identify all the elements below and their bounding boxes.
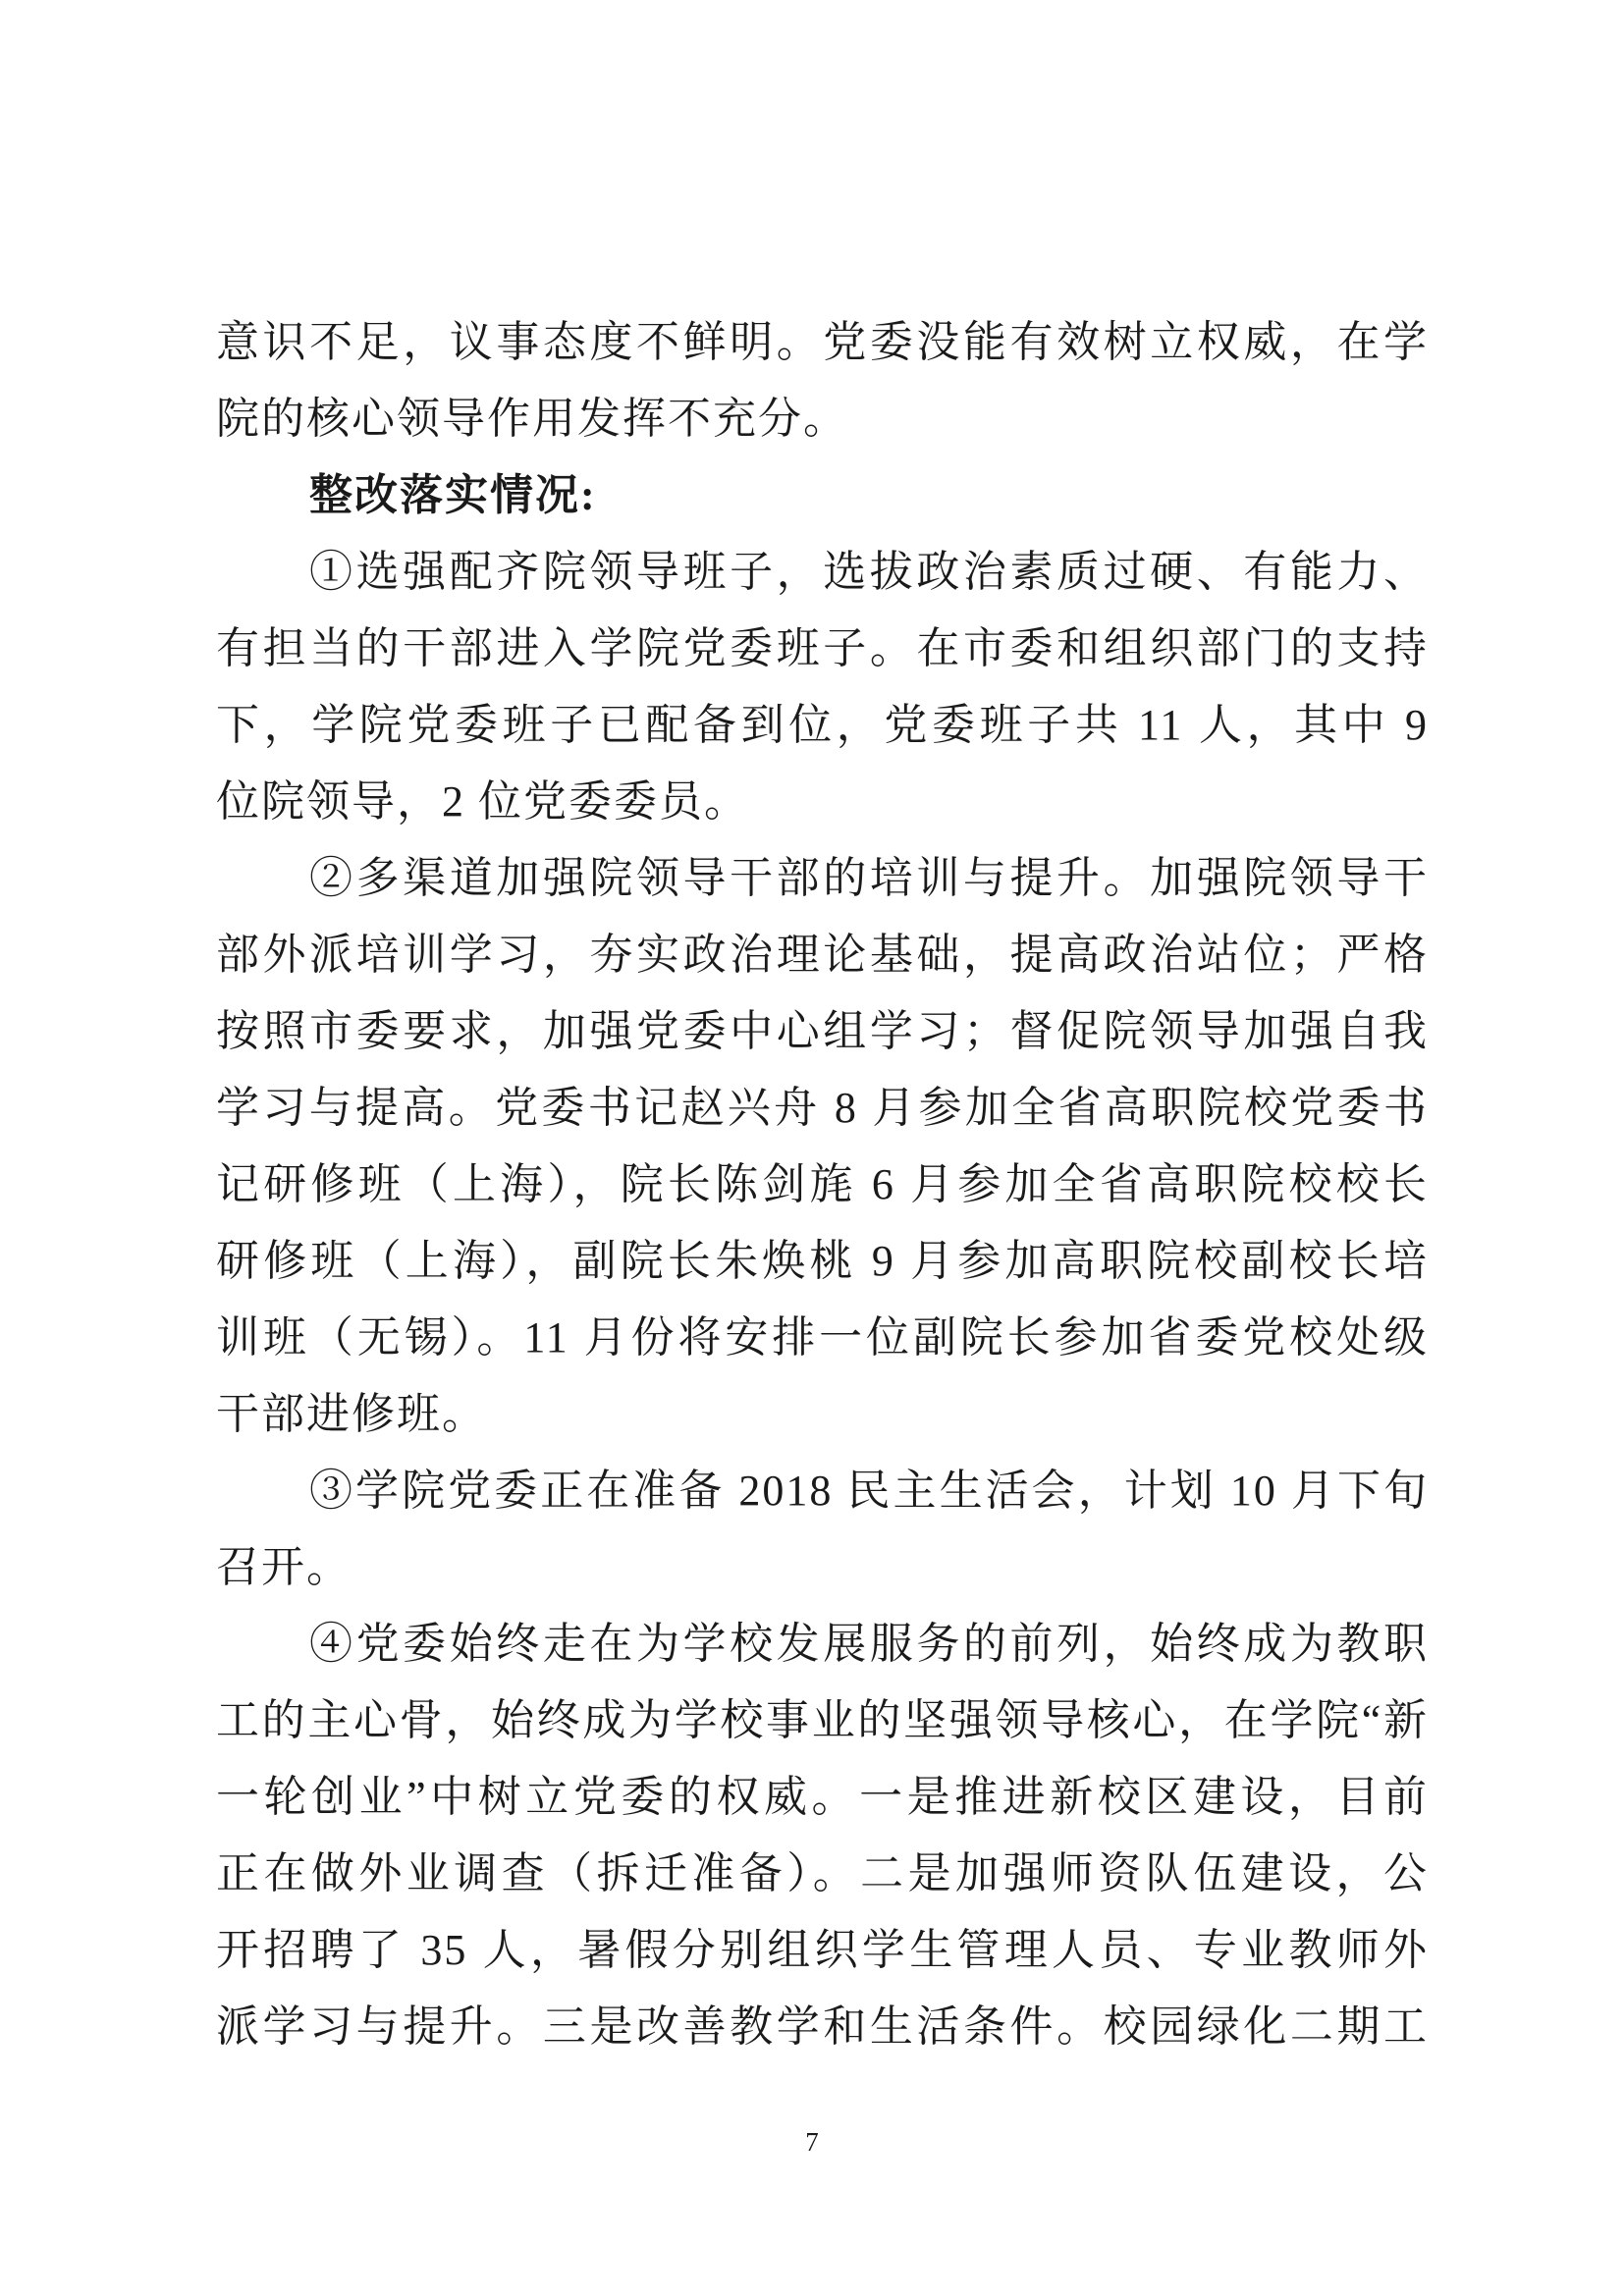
text-line: ④党委始终走在为学校发展服务的前列，始终成为教职: [309, 1620, 1429, 1668]
text-line: ③学院党委正在准备 2018 民主生活会，计划 10 月下旬: [309, 1467, 1429, 1515]
text-line: 部外派培训学习，夯实政治理论基础，提高政治站位；严格: [216, 931, 1429, 979]
text-line: 召开。: [216, 1543, 352, 1591]
text-line: 开招聘了 35 人，暑假分别组织学生管理人员、专业教师外: [216, 1926, 1429, 1974]
text-line: 按照市委要求，加强党委中心组学习；督促院领导加强自我: [216, 1007, 1429, 1055]
text-line: 一轮创业”中树立党委的权威。一是推进新校区建设，目前: [216, 1773, 1429, 1821]
text-line: ①选强配齐院领导班子，选拔政治素质过硬、有能力、: [309, 548, 1429, 596]
page-number: 7: [805, 2127, 819, 2157]
text-line: 意识不足，议事态度不鲜明。党委没能有效树立权威，在学: [216, 318, 1429, 366]
text-line: 院的核心领导作用发挥不充分。: [216, 395, 848, 443]
text-line: 研修班（上海），副院长朱焕桃 9 月参加高职院校副校长培: [216, 1237, 1429, 1285]
text-line: 位院领导，2 位党委委员。: [216, 777, 749, 826]
text-line: 学习与提高。党委书记赵兴舟 8 月参加全省高职院校党委书: [216, 1084, 1429, 1132]
text-line: 下，学院党委班子已配备到位，党委班子共 11 人，其中 9: [216, 701, 1429, 749]
text-line: 正在做外业调查（拆迁准备）。二是加强师资队伍建设，公: [216, 1849, 1429, 1897]
text-line: 训班（无锡）。11 月份将安排一位副院长参加省委党校处级: [216, 1313, 1429, 1362]
text-line: 派学习与提升。三是改善教学和生活条件。校园绿化二期工: [216, 2002, 1429, 2051]
text-line: 记研修班（上海），院长陈剑旄 6 月参加全省高职院校校长: [216, 1160, 1429, 1208]
text-line: ②多渠道加强院领导干部的培训与提升。加强院领导干: [309, 854, 1429, 902]
text-line: 干部进修班。: [216, 1390, 487, 1438]
text-line: 有担当的干部进入学院党委班子。在市委和组织部门的支持: [216, 624, 1429, 672]
document-body: [216, 304, 1429, 2065]
section-heading: 整改落实情况:: [309, 471, 597, 519]
text-line: 工的主心骨，始终成为学校事业的坚强领导核心，在学院“新: [216, 1696, 1429, 1744]
